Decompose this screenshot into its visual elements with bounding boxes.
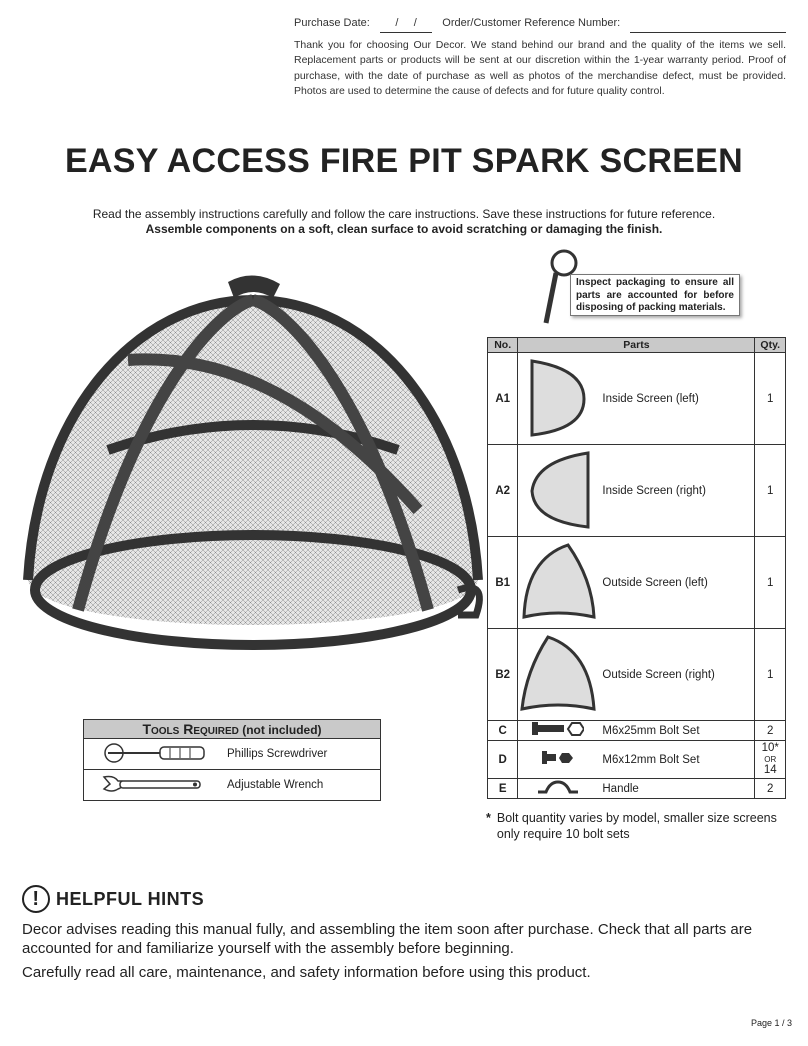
part-no: A1 [488,353,518,445]
table-row [488,741,786,779]
part-name: M6x25mm Bolt Set [598,721,755,741]
outside-screen-right-icon [518,631,598,715]
outside-screen-left-icon [518,539,598,623]
hint-paragraph-2: Carefully read all care, maintenance, and safety information before using this product. [22,964,591,981]
part-no: A2 [488,445,518,537]
warranty-header [294,16,786,100]
order-number-blank [630,16,786,33]
part-name: Inside Screen (left) [598,353,755,445]
tools-table [83,719,381,801]
part-qty: 10* OR 14 [755,741,786,779]
part-name: M6x12mm Bolt Set [598,741,755,779]
spark-screen-illustration [18,270,488,685]
purchase-date-blank: / / [380,16,432,33]
table-row [488,537,786,629]
tools-header: Tools Required (not included) [84,720,381,739]
tool-name: Phillips Screwdriver [226,739,381,770]
parts-header-no: No. [488,338,518,353]
part-qty: 1 [755,537,786,629]
table-row [488,779,786,799]
part-qty: 2 [755,721,786,741]
helpful-hints-heading: ! HELPFUL HINTS [22,885,204,913]
part-name: Inside Screen (right) [598,445,755,537]
parts-header-parts: Parts [518,338,755,353]
table-row [84,770,381,801]
part-no: B1 [488,537,518,629]
page-title: EASY ACCESS FIRE PIT SPARK SCREEN [64,142,744,180]
page-number: Page 1 / 3 [750,1018,792,1028]
part-name: Outside Screen (right) [598,629,755,721]
table-row [488,445,786,537]
wrench-icon [100,773,210,795]
tool-name: Adjustable Wrench [226,770,381,801]
part-no: E [488,779,518,799]
handle-icon [536,780,580,794]
part-name: Outside Screen (left) [598,537,755,629]
table-row [488,721,786,741]
part-qty: 2 [755,779,786,799]
inside-screen-right-icon [522,447,594,531]
parts-table [487,337,786,799]
bolt-quantity-note: * Bolt quantity varies by model, smaller size screens only require 10 bolt sets [486,811,777,841]
purchase-date-label: Purchase Date: [294,17,370,29]
table-row [84,739,381,770]
part-no: D [488,741,518,779]
intro-line-1: Read the assembly instructions carefully and follow the care instructions. Save these instructions for future reference. [92,207,716,221]
screwdriver-icon [100,742,210,764]
part-no: C [488,721,518,741]
inspect-packaging-callout: Inspect packaging to ensure all parts are accounted for before disposing of packing materials. [570,274,740,316]
bolt-25mm-icon [532,722,584,736]
table-row [488,353,786,445]
part-qty: 1 [755,629,786,721]
intro-line-2: Assemble components on a soft, clean surface to avoid scratching or damaging the finish. [145,222,663,236]
bolt-12mm-icon [542,751,574,765]
part-no: B2 [488,629,518,721]
warranty-text: Thank you for choosing Our Decor. We stand behind our brand and the quality of the items we sell. Replacement parts or products will be sent at our discretion within the 1-year warranty period. Proof of purchase, with the date of purchase as well as photos of the merchandise defect, must be provided. Photos are used to determine the cause of defects and for future quality control. [294,38,786,97]
parts-header-qty: Qty. [755,338,786,353]
inside-screen-left-icon [526,355,590,439]
part-qty: 1 [755,445,786,537]
part-name: Handle [598,779,755,799]
table-row [488,629,786,721]
order-number-label: Order/Customer Reference Number: [442,17,621,29]
part-qty: 1 [755,353,786,445]
exclamation-icon: ! [22,885,50,913]
hint-paragraph-1: Decor advises reading this manual fully, and assembling the item soon after purchase. Check that all parts are accounted for and familiarize yourself with the assembly before beginning. [22,921,753,957]
